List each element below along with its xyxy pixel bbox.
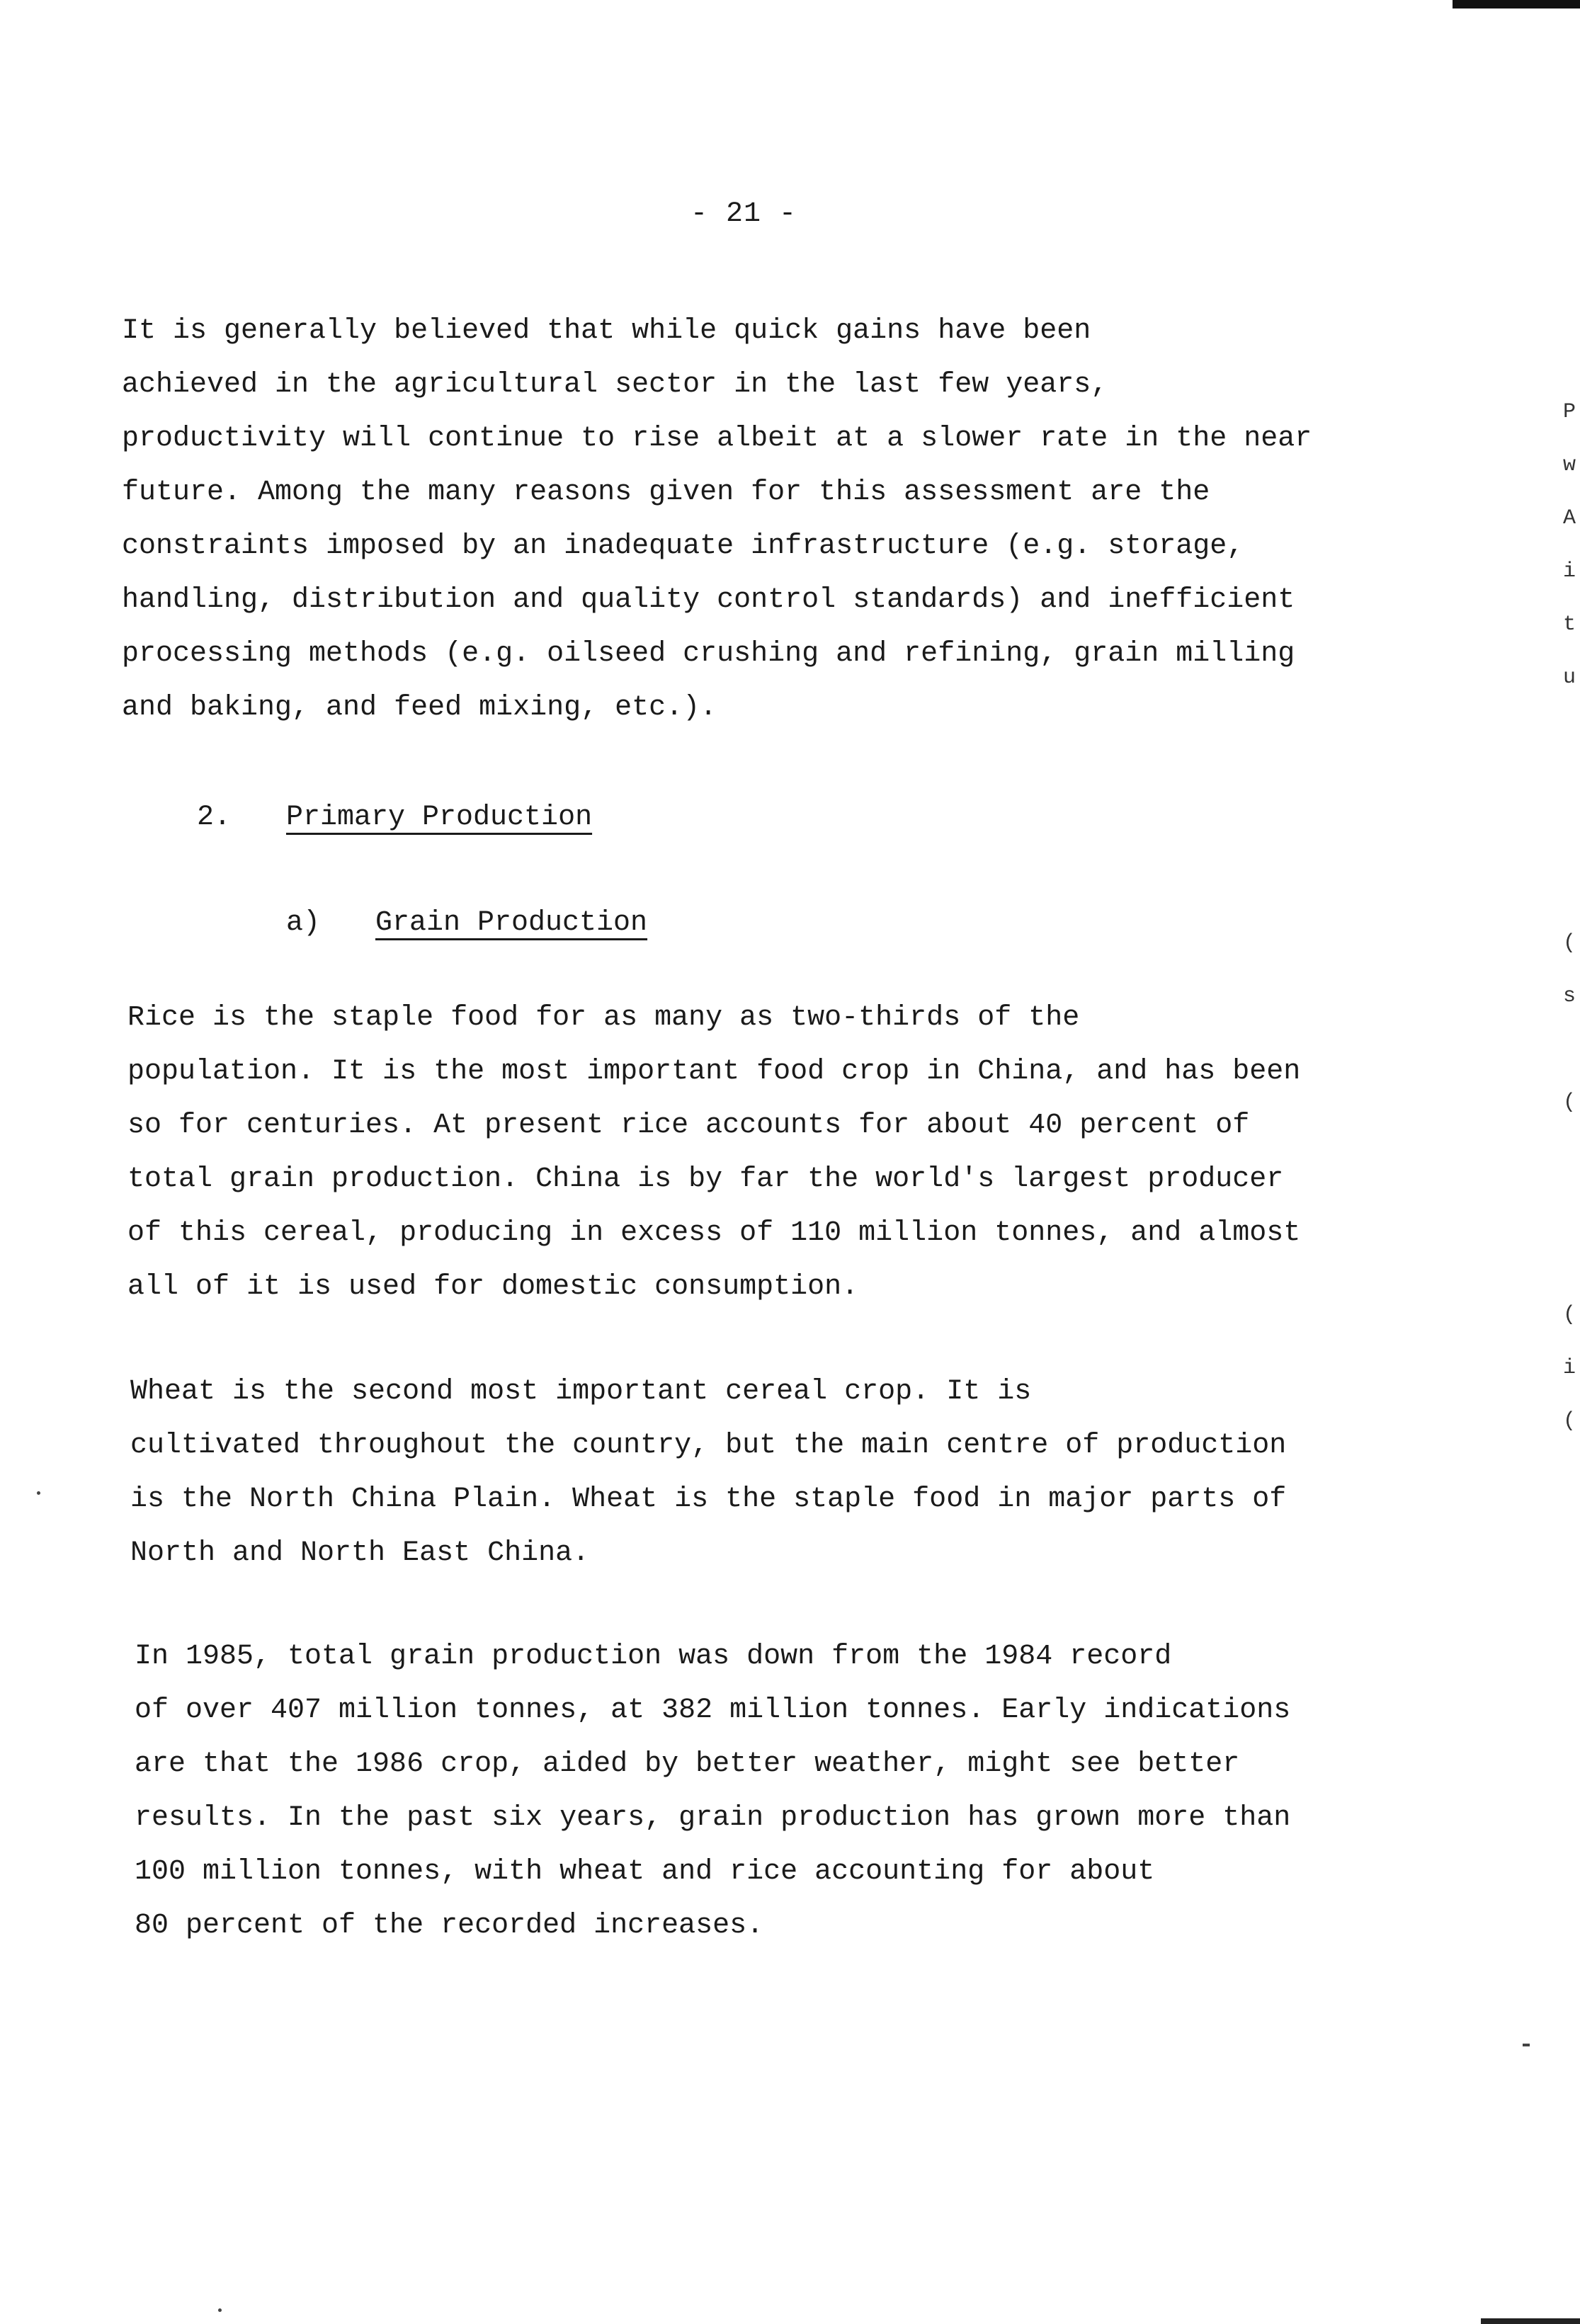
edge-fragment: s — [1562, 984, 1576, 1008]
page-number: - 21 - — [690, 198, 797, 230]
edge-fragment: w — [1562, 453, 1576, 477]
edge-fragment: ( — [1562, 1409, 1576, 1433]
edge-fragment: i — [1562, 1356, 1576, 1380]
paragraph-wheat: Wheat is the second most important cereal crop. It is cultivated throughout the country, but the main centre of production is the North China Plain. Wheat is the staple food in major parts of North and North East China. — [130, 1376, 1287, 1569]
paragraph-rice: Rice is the staple food for as many as two-thirds of the population. It is the most important food crop in China, and has been so for centuries. At present rice accounts for about 40 percent of total grain production. China is by far the world's largest producer of this cereal, producing in excess of 110 million tonnes, and almost all of it is used for domestic consumption. — [127, 1002, 1301, 1303]
edge-fragment: A — [1562, 506, 1576, 530]
page-edge-bar — [1453, 0, 1580, 8]
section-number: 2. — [197, 802, 232, 833]
subsection-number: a) — [286, 907, 321, 939]
paragraph-productivity: It is generally believed that while quick gains have been achieved in the agricultural sector in the last few years, productivity will continue to rise albeit at a slower rate in the near future. Among the many reasons given for this assessment are the constraints imposed by an inadequate infrastructure (e.g. storage, handling, distribution and quality control standards) and inefficient processing methods (e.g. oilseed crushing and refining, grain milling and baking, and feed mixing, etc.). — [122, 315, 1312, 724]
edge-fragment: ( — [1562, 931, 1576, 955]
edge-fragment: t — [1562, 613, 1576, 637]
scan-speck — [1523, 2044, 1530, 2046]
edge-fragment: u — [1562, 666, 1576, 690]
section-title: Primary Production — [286, 802, 593, 833]
edge-fragment: i — [1562, 559, 1576, 583]
edge-fragment: P — [1562, 400, 1576, 424]
paragraph-grain-totals: In 1985, total grain production was down from the 1984 record of over 407 million tonnes, at 382 million tonnes. Early indications are that the 1986 crop, aided by better weather, might see better results. In the past six years, grain production has grown more than 100 million tonnes, with wheat and rice accounting for about 80 percent of the recorded increases. — [135, 1641, 1291, 1942]
section-heading — [197, 797, 592, 839]
scan-speck — [37, 1491, 40, 1495]
subsection-title: Grain Production — [375, 907, 648, 939]
page-edge-bar-bottom — [1481, 2318, 1580, 2324]
subsection-heading — [286, 902, 647, 945]
edge-fragment: ( — [1562, 1090, 1576, 1115]
scan-speck — [218, 2308, 222, 2312]
edge-fragment: ( — [1562, 1303, 1576, 1327]
